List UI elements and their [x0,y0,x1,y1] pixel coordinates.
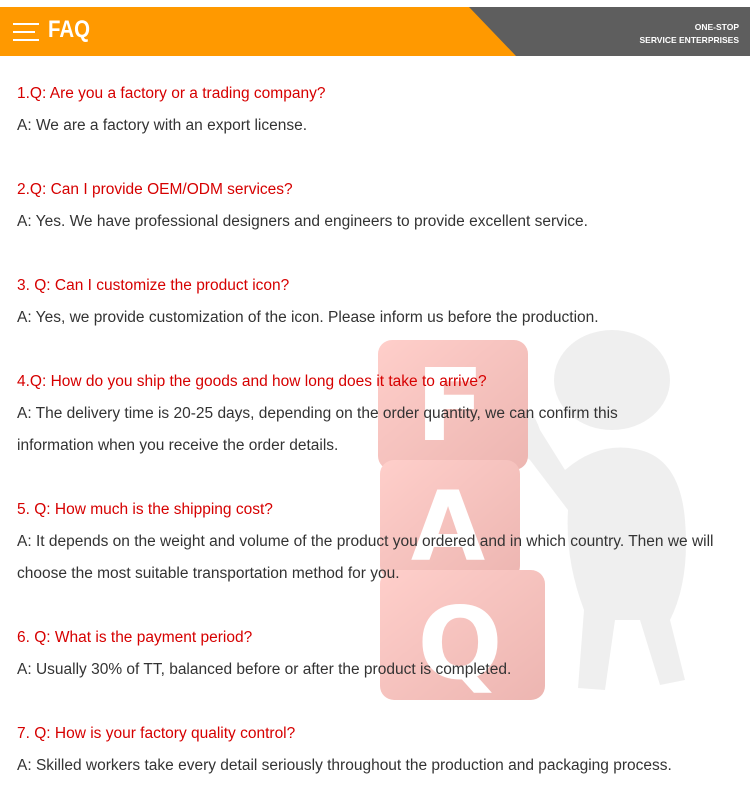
faq-answer-1: A: We are a factory with an export license. [17,117,308,134]
menu-icon[interactable] [13,23,39,41]
faq-answer-2: A: Yes. We have professional designers and engineers to provide excellent service. [17,213,588,230]
page-title: FAQ [48,16,90,43]
cube-letter-f: F [415,347,485,464]
header-tagline [639,21,739,47]
faq-question-5: 5. Q: How much is the shipping cost? [17,501,273,518]
faq-answer-7: A: Skilled workers take every detail seriously throughout the production and packaging process. [17,757,672,774]
faq-question-4: 4.Q: How do you ship the goods and how long does it take to arrive? [17,373,487,390]
faq-header [0,7,750,56]
faq-answer-4: A: The delivery time is 20-25 days, depending on the order quantity, we can confirm this information when you receive the order details. [17,405,618,454]
tagline-line-1: ONE-STOP [694,22,739,32]
tagline-line-2: SERVICE ENTERPRISES [639,35,739,45]
faq-question-2: 2.Q: Can I provide OEM/ODM services? [17,181,293,198]
faq-answer-5: A: It depends on the weight and volume of the product you ordered and in which country. Then we will choose the most suitable transportation method for you. [17,533,714,582]
faq-answer-3: A: Yes, we provide customization of the icon. Please inform us before the production. [17,309,599,326]
faq-answer-6: A: Usually 30% of TT, balanced before or after the product is completed. [17,661,512,678]
faq-question-6: 6. Q: What is the payment period? [17,629,253,646]
faq-question-1: 1.Q: Are you a factory or a trading company? [17,85,326,102]
faq-question-7: 7. Q: How is your factory quality control? [17,725,296,742]
faq-question-3: 3. Q: Can I customize the product icon? [17,277,290,294]
cube-letter-q: Q [417,585,503,702]
cube-letter-a: A [410,471,486,583]
header-dark-band [0,7,750,56]
